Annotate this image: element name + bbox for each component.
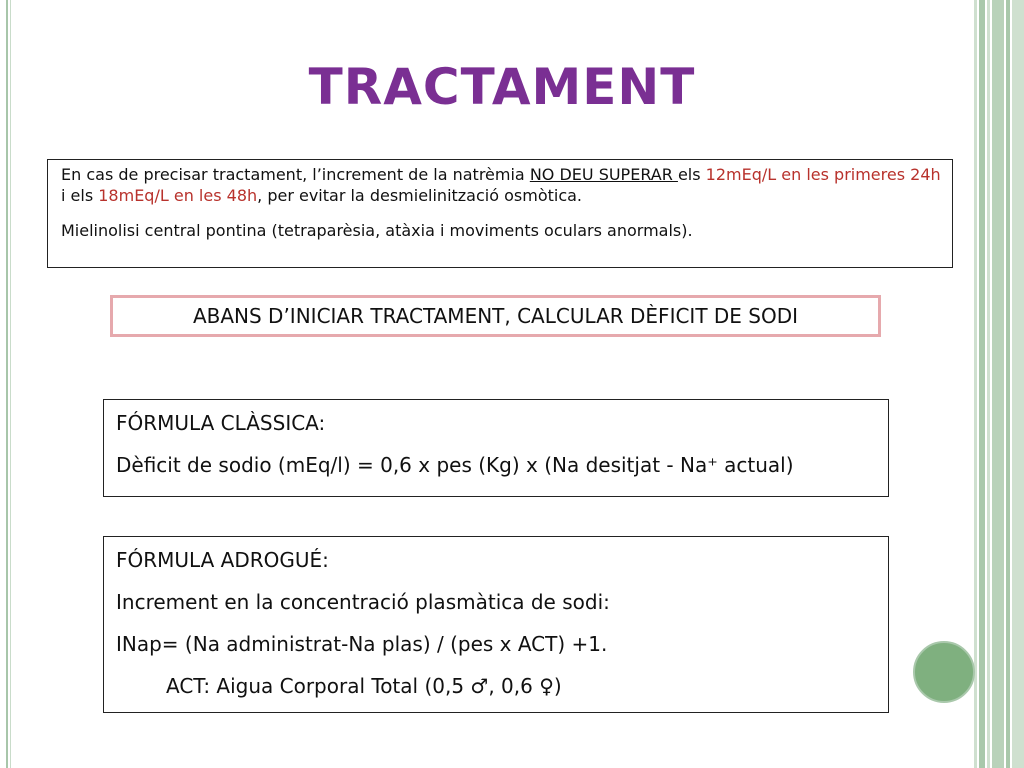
limit-24h: 12mEq/L en les primeres 24h [705,165,941,184]
classic-formula-text: Dèficit de sodio (mEq/l) = 0,6 x pes (Kg) x (Na desitjat - Na⁺ actual) [116,453,794,477]
warning-paragraph: En cas de precisar tractament, l’increment de la natrèmia NO DEU SUPERAR els 12mEq/L en les primeres 24h i els 18mEq/L en les 48h, per evitar la desmielinització osmòtica. [61,165,941,205]
mielinolisi-paragraph: Mielinolisi central pontina (tetraparèsia, atàxia i moviments oculars anormals). [61,221,693,240]
limit-48h: 18mEq/L en les 48h [98,186,258,205]
decorative-circle [913,641,975,703]
adrogue-formula-heading: FÓRMULA ADROGUÉ: [116,548,329,572]
warning-text-box [47,159,953,268]
adrogue-formula-box [103,536,889,713]
callout-box: ABANS D’INICIAR TRACTAMENT, CALCULAR DÈFICIT DE SODI [110,295,881,337]
classic-formula-box [103,399,889,497]
adrogue-line-2: INap= (Na administrat-Na plas) / (pes x ACT) +1. [116,632,608,656]
adrogue-line-1: Increment en la concentració plasmàtica de sodi: [116,590,610,614]
classic-formula-heading: FÓRMULA CLÀSSICA: [116,411,326,435]
adrogue-line-3: ACT: Aigua Corporal Total (0,5 ♂, 0,6 ♀) [166,674,562,698]
no-superar-emphasis: NO DEU SUPERAR [529,165,678,184]
slide-title: TRACTAMENT [308,58,696,116]
